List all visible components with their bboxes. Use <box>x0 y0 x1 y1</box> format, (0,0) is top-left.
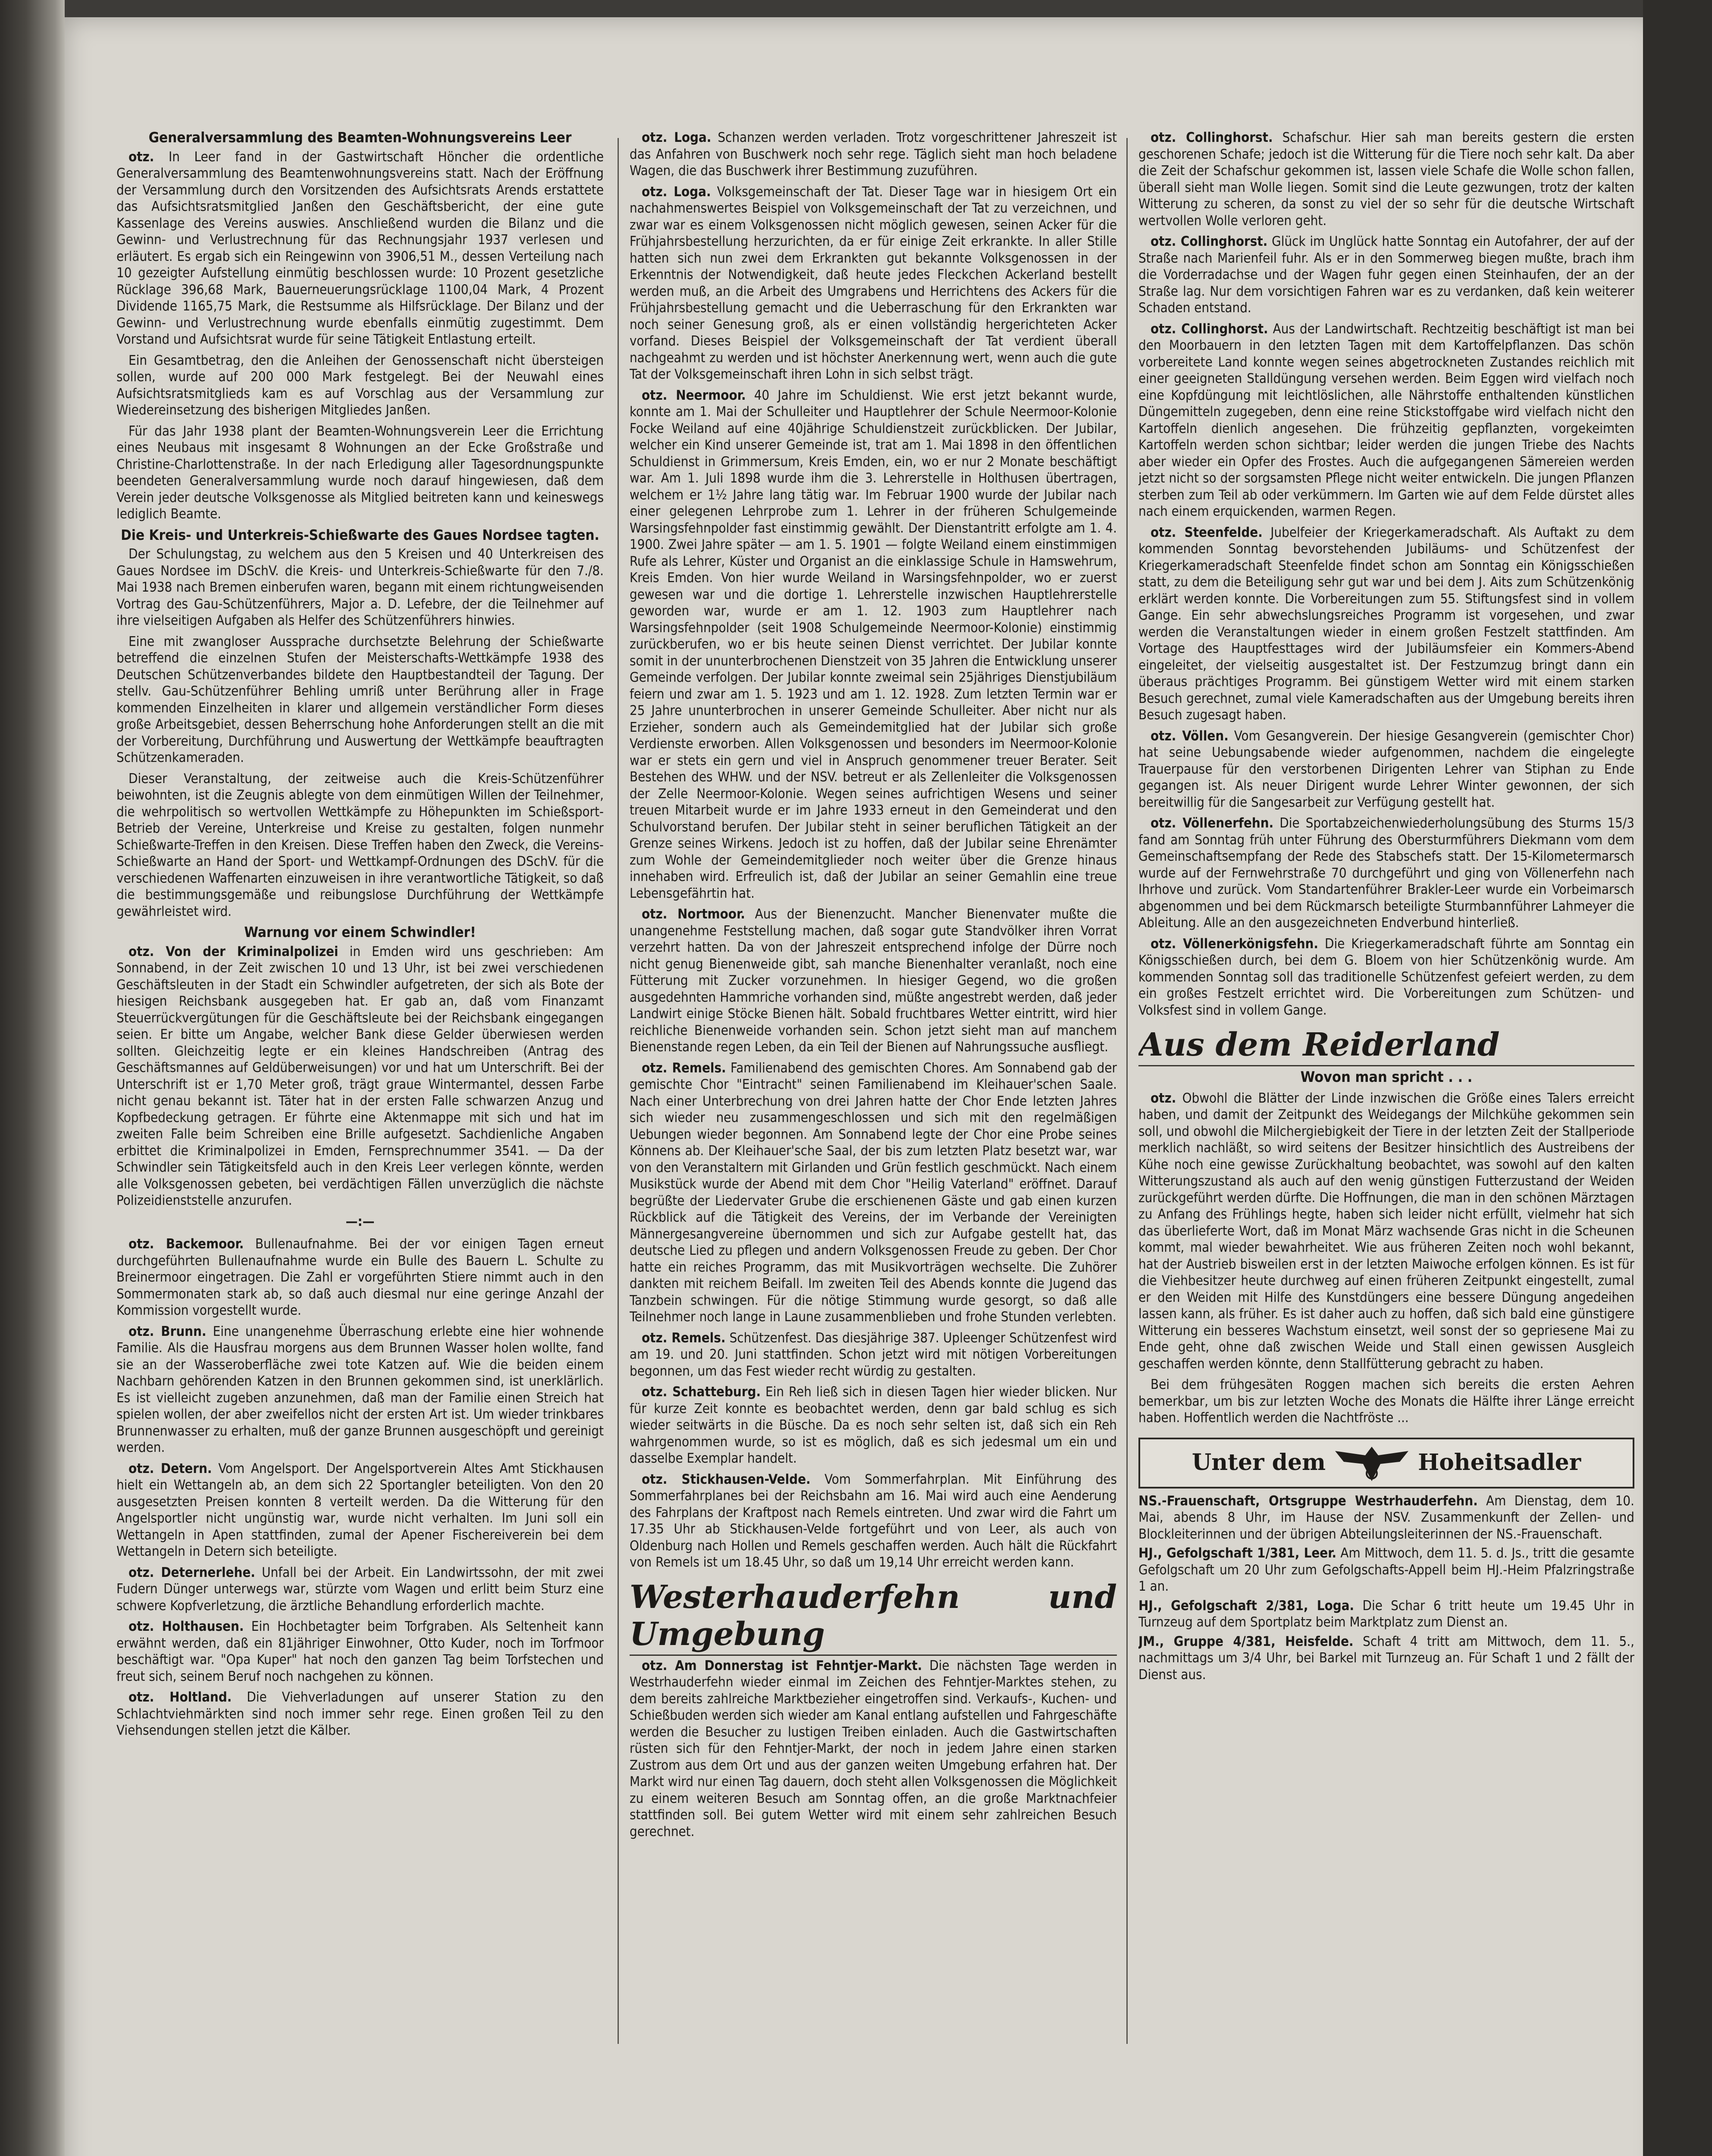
dateline: otz. Deternerlehe. <box>129 1564 255 1580</box>
paragraph-text: Glück im Unglück hatte Sonntag ein Autofahrer, der auf der Straße nach Marienfeil fuhr. Als er in den Sommerweg biegen mußte, brach ihm die Vorderradachse und der Wagen fuhr gegen einen Steinhaufen, der an der Straße lag. Nur dem vorsichtigen Fahren war es zu verdanken, daß kein weiterer Schaden entstand. <box>1138 234 1634 316</box>
paragraph-text: Dieser Veranstaltung, der zeitweise auch die Kreis-Schützenführer beiwohnten, ist die Zeugnis ablegte von dem einmütigen Willen der Teilnehmer, die wehrpolitisch so wertvollen Wettkämpfe zu Höhepunkten im Schießsport-Betrieb der Vereine, Unterkreise und Kreise zu gestalten, folgen nunmehr Schießwarte-Treffen in den Kreisen. Diese Treffen haben den Zweck, die Vereins-Schießwarte an Hand der Sport- und Wettkampf-Ordnungen des DSchV. für die verschiedenen Waffenarten einzuweisen in ihre verantwortliche Tätigkeit, so daß die bestimmungsgemäße und reibungslose Durchführung der Wettkämpfe gewährleistet wird. <box>116 771 604 919</box>
dateline: otz. Brunn. <box>129 1323 207 1339</box>
dateline: otz. Völlen. <box>1151 728 1229 744</box>
announcement <box>1138 1545 1634 1595</box>
article-paragraph <box>116 1564 604 1614</box>
dateline: otz. Holtland. <box>129 1689 232 1705</box>
paragraph-text: In Leer fand in der Gastwirtschaft Höncher die ordentliche Generalversammlung des Beamtenwohnungsvereins statt. Nach der Eröffnung der Versammlung durch den Vorsitzenden des Aufsichtsrats Arends erstattete das Aufsichtsratsmitglied Janßen den Geschäftsbericht, der eine gute Kassenlage des Vereins auswies. Anschließend wurden die Bilanz und die Gewinn- und Verlustrechnung für das Rechnungsjahr 1937 verlesen und erläutert. Es ergab sich ein Reingewinn von 3906,51 M., dessen Verteilung nach 10 gezeigter Aufstellung einmütig beschlossen wurde: 10 Prozent gesetzliche Rücklage 396,68 Mark, Bauerneuerungsrücklage 1100,04 Mark, 4 Prozent Dividende 1165,75 Mark, die Restsumme als Hilfsrücklage. Der Bilanz und der Gewinn- und Verlustrechnung wurde ebenfalls einmütig zugestimmt. Dem Vorstand und Aufsichtsrat wurde für seine Tätigkeit Entlastung erteilt. <box>116 149 604 347</box>
book-spine-edge <box>0 0 65 2156</box>
column-rule <box>618 138 619 2044</box>
section-banner: Aus dem Reiderland <box>1138 1026 1634 1066</box>
dateline: otz. Collinghorst. <box>1151 234 1268 249</box>
dateline: otz. <box>129 149 154 165</box>
article-paragraph <box>1138 233 1634 317</box>
column-rule <box>1126 138 1128 2044</box>
dateline: otz. Steenfelde. <box>1151 524 1263 540</box>
paragraph-text: Die Kriegerkameradschaft führte am Sonntag ein Königsschießen durch, bei dem G. Bloem von hier Schützenkönig wurde. Am kommenden Sonntag soll das traditionelle Schützenfest gefeiert werden, zu dem ein großes Festzelt errichtet wird. Die Vorbereitungen zum Schützen- und Volksfest sind in vollem Gange. <box>1138 936 1634 1018</box>
article-paragraph <box>630 1330 1117 1380</box>
announcement-heading: HJ., Gefolgschaft 1/381, Leer. <box>1138 1545 1337 1561</box>
article-paragraph <box>630 1471 1117 1571</box>
dateline: otz. Nortmoor. <box>642 906 745 922</box>
dateline: otz. Remels. <box>642 1060 726 1076</box>
article-paragraph <box>116 1236 604 1319</box>
article-paragraph <box>116 1460 604 1560</box>
eagle-emblem-icon <box>1335 1442 1408 1484</box>
dateline: otz. Collinghorst. <box>1151 321 1268 337</box>
paragraph-text: Aus der Bienenzucht. Mancher Bienenvater mußte die unangenehme Feststellung machen, daß sogar gute Standvölker ihren Vorrat verzehrt hatten. Da von der Jahreszeit entsprechend infolge der Dürre noch nicht genug Bienenweide gibt, sah manche Bienenhalter veranlaßt, noch eine Fütterung mit Zucker vorzunehmen. In hiesiger Gegend, wo die großen ausgedehnten Hammriche vorhanden sind, müßte angestrebt werden, daß jeder Landwirt einige Stöcke Bienen hält. Sobald fruchtbares Wetter eintritt, wird hier reichliche Bienenweide vorhanden sein. Schon jetzt sieht man auf manchem Bienenstande regen Leben, da ein Teil der Bienen auf Nahrungssuche ausfliegt. <box>630 906 1117 1055</box>
announcement-heading: NS.-Frauenschaft, Ortsgruppe Westrhauderfehn. <box>1138 1493 1478 1509</box>
article-paragraph <box>1138 129 1634 229</box>
announcement-heading: HJ., Gefolgschaft 2/381, Loga. <box>1138 1598 1355 1614</box>
dateline: otz. Völlenerfehn. <box>1151 815 1274 831</box>
paragraph-text: Eine unangenehme Überraschung erlebte eine hier wohnende Familie. Als die Hausfrau morgens aus dem Brunnen Wasser holen wollte, fand sie an der Wasseroberfläche zwei tote Katzen auf. Wie die beiden einem Nachbarn gehörenden Katzen in den Brunnen gekommen sind, ist unerklärlich. Es ist vielleicht zugeben anzunehmen, daß man der Familie einen Streich hat spielen wollen, der aber zweifellos nicht der ersten Art ist. Um wieder trinkbares Brunnenwasser zu erhalten, muß der ganze Brunnen ausgeschöpft und gereinigt werden. <box>116 1323 604 1455</box>
paragraph-text: Vom Gesangverein. Der hiesige Gesangverein (gemischter Chor) hat seine Uebungsabende wieder aufgenommen, nachdem die eingelegte Trauerpause für den verstorbenen Dirigenten Lehrer van Stiphan zu Ende gegangen ist. Als neuer Dirigent wurde Lehrer Winter gewonnen, der sich bereitwillig für die Sangesarbeit zur Verfügung gestellt hat. <box>1138 728 1634 810</box>
article-headline: Generalversammlung des Beamten-Wohnungsvereins Leer <box>148 129 572 146</box>
article-paragraph <box>116 423 604 523</box>
announcement-text: Am Mittwoch, dem 11. 5. d. Js., tritt die gesamte Gefolgschaft um 20 Uhr zum Gefolgschafts-Appell beim HJ.-Heim Pfalzringstraße 1 an. <box>1138 1545 1634 1594</box>
hoheitsadler-banner <box>1138 1438 1634 1489</box>
article-paragraph <box>1138 321 1634 520</box>
column-1 <box>116 129 604 2156</box>
dateline: otz. Stickhausen-Velde. <box>642 1471 811 1487</box>
dateline: otz. Völlenerkönigsfehn. <box>1151 936 1319 952</box>
paragraph-text: Die nächsten Tage werden in Westrhauderfehn wieder einmal im Zeichen des Fehntjer-Marktes stehen, zu dem bereits zahlreiche Marktbezieher eingetroffen sind. Verkaufs-, Kuchen- und Schießbuden werden sich wieder am Kanal entlang aufstellen und Fahrgeschäfte werden die Besucher zu lustigen Treiben einladen. Auch die Gastwirtschaften rüsten sich für den Fehntjer-Markt, der noch in jedem Jahre einen starken Zustrom aus dem Ort und aus der ganzen weiten Umgebung erfahren hat. Der Markt wird nur einen Tag dauern, doch steht allen Volksgenossen die Möglichkeit zu einem weiteren Besuch am Sonntag offen, an die große Marktnachfeier stattfinden soll. Bei gutem Wetter wird mit einem sehr zahlreichen Besuch gerechnet. <box>630 1658 1117 1839</box>
article-paragraph <box>116 352 604 419</box>
paragraph-text: Eine mit zwangloser Aussprache durchsetzte Belehrung der Schießwarte betreffend die einzelnen Stufen der Meisterschafts-Wettkämpfe 1938 des Deutschen Schützenverbandes bildete den Hauptbestandteil der Tagung. Der stellv. Gau-Schützenführer Behling umriß unter Berührung aller in Frage kommenden Einzelheiten in klarer und allgemein verständlicher Form dieses große Arbeitsgebiet, dessen Beherrschung hohe Anforderungen stellt an die mit der Vorbereitung, Durchführung und Auswertung der Wettkämpfe beauftragten Schützenkameraden. <box>116 633 604 765</box>
article-paragraph <box>116 149 604 348</box>
paragraph-text: Die Sportabzeichenwiederholungsübung des Sturms 15/3 fand am Sonntag früh unter Führung des Obersturmführers Diekmann vom dem Gemeinschaftsempfang der Rede des Stabschefs statt. Der 15-Kilometermarsch wurde auf der Fernwehrstraße 70 durchgeführt und ging von Völlenerfehn nach Ihrhove und zurück. Vom Standartenführer Brakler-Leer wurde ein Vorbeimarsch abgenommen und bei dem Rückmarsch beteiligte Sturmbannführer Lahmeyer die Ableitung. Alle an den ausgezeichneten Endverbund hinterließ. <box>1138 815 1634 931</box>
dateline: otz. Collinghorst. <box>1151 130 1273 145</box>
article-paragraph <box>1138 936 1634 1019</box>
article-paragraph <box>116 1689 604 1739</box>
column-3 <box>1138 129 1634 2139</box>
column-2 <box>630 129 1117 2152</box>
paragraph-text: Die Viehverladungen auf unserer Station zu den Schlachtviehmärkten sind noch immer sehr rege. Einen großen Teil zu den Viehsendungen stellen jetzt die Kälber. <box>116 1689 604 1738</box>
paragraph-text: Volksgemeinschaft der Tat. Dieser Tage war in hiesigem Ort ein nachahmenswertes Beispiel von Volksgemeinschaft der Tat zu verzeichnen, und zwar war es einem Volksgenossen nicht möglich gewesen, seinen Acker für die Frühjahrsbestellung herzurichten, da er für einige Zeit erkrankte. In aller Stille hatten sich nun zwei dem Erkrankten gut bekannte Volksgenossen in der Erkenntnis der Notwendigkeit, daß heute jedes Fleckchen Ackerland bestellt werden muß, an die Arbeit des Umgrabens und Herrichtens des Ackers für die Frühjahrsbestellung gemacht und die Ueberraschung für den Erkrankten war noch seiner Genesung groß, als er einen vollständig hergerichteten Acker vorfand. Dieses Beispiel der Volksgemeinschaft der Tat verdient überall nachgeahmt zu werden und ist höchster Anerkennung wert, wenn auch die gute Tat der Volksgemeinschaft ihren Lohn in sich selbst trägt. <box>630 184 1117 382</box>
paragraph-text: in Emden wird uns geschrieben: Am Sonnabend, in der Zeit zwischen 10 und 13 Uhr, ist bei zwei verschiedenen Geschäftsleuten in der Stadt ein Schwindler aufgetreten, der sich als Bote der hiesigen Reichsbank ausgegeben hat. Er gab an, daß vom Finanzamt Steuerrückvergütungen für die Geschäftsleute bei der Reichsbank eingegangen seien. Er bitte um Angabe, welcher Bank diese Gelder überwiesen werden sollten. Gleichzeitig legte er ein kleines Handschreiben (Antrag des Geschäftsmannes auf Geldüberweisungen) vor und hat um Unterschrift. Bei der Unterschrift ist er 1,70 Meter groß, trägt graue Wintermantel, dessen Farbe nicht genau bekannt ist. Täter hat in der ersten Falle schwarzen Anzug und Kopfbedeckung getragen. Er führte eine Aktenmappe mit sich und hat im zweiten Falle beim Schreiben eine Brille aufgesetzt. Sachdienliche Angaben erbittet die Kriminalpolizei in Emden, Fernsprechnummer 3541. — Da der Schwindler sein Tätigkeitsfeld auch in den Kreis Leer verlegen könnte, werden alle Volksgenossen gebeten, bei verdächtigen Fällen unverzüglich die nächste Polizeidienststelle anzurufen. <box>116 943 604 1208</box>
article-paragraph <box>116 1323 604 1456</box>
article-paragraph <box>1138 1090 1634 1373</box>
paragraph-text: Bei dem frühgesäten Roggen machen sich bereits die ersten Aehren bemerkbar, um bis zur letzten Woche des Monats die Hälfte ihrer Länge erreicht haben. Hoffentlich werden die Nachtfröste ... <box>1138 1377 1634 1426</box>
announcement-text: Am Dienstag, dem 10. Mai, abends 8 Uhr, im Hause der NSV. Zusammenkunft der Zellen- und Blockleiterinnen und der übrigen Abteilungsleiterinnen der NS.-Frauenschaft. <box>1138 1493 1634 1542</box>
article-paragraph <box>116 1618 604 1685</box>
paragraph-text: Schanzen werden verladen. Trotz vorgeschrittener Jahreszeit ist das Anfahren von Buschwerk noch sehr rege. Täglich sieht man hoch beladene Wagen, die das Buschwerk ihrer Bestimmung zuzuführen. <box>630 130 1117 179</box>
dateline: otz. Detern. <box>129 1460 212 1476</box>
paragraph-text: Obwohl die Blätter der Linde inzwischen die Größe eines Talers erreicht haben, und damit der Zeitpunkt des Weidegangs der Milchkühe gekommen sein soll, und obwohl die Milchergiebigkeit der Tiere in der letzten Zeit der Stallperiode merklich nachläßt, so wird seitens der Besitzer hinsichtlich des Austreibens der Kühe noch eine gewisse Zurückhaltung beobachtet, was sowohl auf den kalten Witterungszustand als auch auf den wenig günstigen Futterzustand der Weiden zurückgeführt werden dürfte. Die Hoffnungen, die man in den schönen Märztagen zu Anfang des Frühlings hegte, haben sich leider nicht erfüllt, vielmehr hat sich das überlieferte Wort, daß im Monat März wachsende Gras nicht in die Scheunen kommt, mal wieder bewahrheitet. Wie aus früheren Zeiten noch wohl bekannt, hat der Austrieb bisweilen erst in der letzten Maiwoche erfolgen können. Es ist für die Viehbesitzer heute durchweg auf einen früheren Zeitpunkt eingestellt, zumal er den Weiden mit Hilfe des Kunstdüngers eine bessere Düngung angedeihen lassen kann, als früher. Es ist daher auch zu hoffen, daß sich bald eine günstigere Witterung ein besseres Wachstum einsetzt, weil sonst der so gepriesene Mai zu Ende geht, ohne daß zwischen Weide und Stall einen gewissen Ausgleich geschaffen werden könnte, denn Stallfütterung gebracht zu haben. <box>1138 1090 1634 1372</box>
paragraph-text: Jubelfeier der Kriegerkameradschaft. Als Auftakt zu dem kommenden Sonntag bevorstehenden Jubiläums- und Schützenfest der Kriegerkameradschaft Steenfelde findet schon am Sonntag ein Königsschießen statt, zu dem die Beteiligung sehr gut war und bei dem J. Aits zum Schützenkönig erklärt werden konnte. Die Vorbereitungen zum 55. Stiftungsfest sind in vollem Gange. Ein sehr abwechslungsreiches Programm ist vorgesehen, und zwar werden die Veranstaltungen wieder in einem großen Festzelt stattfinden. Am Vortage des Hauptfesttages wird der Jubiläumsfeier ein Kommers-Abend eingeleitet, der vielseitig ausgestaltet ist. Der Festzumzug bringt dann ein überaus prächtiges Programm. Bei günstigem Wetter wird mit einem starken Besuch gerechnet, zumal viele Kameradschaften aus der Umgebung bereits ihren Besuch zugesagt haben. <box>1138 524 1634 723</box>
announcement <box>1138 1493 1634 1543</box>
paragraph-text: Bullenaufnahme. Bei der vor einigen Tagen erneut durchgeführten Bullenaufnahme wurde ein Bulle des Bauern L. Schulte zu Breinermoor eingetragen. Die Zahl er vorgeführten Stiere nimmt auch in den Sommermonaten stark ab, so daß auch diesmal nur eine geringe Anzahl der Kommission vorgestellt wurde. <box>116 1236 604 1318</box>
banner-right-text: Hoheitsadler <box>1418 1449 1581 1476</box>
article-paragraph <box>1138 815 1634 931</box>
article-paragraph <box>116 943 604 1209</box>
article-paragraph <box>1138 728 1634 811</box>
dateline: otz. Von der Kriminalpolizei <box>129 943 339 959</box>
scan-background-right <box>1643 0 1712 2156</box>
dateline: otz. Holthausen. <box>129 1619 244 1634</box>
paragraph-text: Familienabend des gemischten Chores. Am Sonnabend gab der gemischte Chor "Eintracht" seinen Familienabend im Kleihauer'schen Saale. Nach einer Unterbrechung von drei Jahren hatte der Chor Ende letzten Jahres sich wieder neu zusammengeschlossen und sich mit den regelmäßigen Uebungen wieder begonnen. Am Sonnabend legte der Chor eine Probe seines Könnens ab. Der Kleihauer'sche Saal, der bis zum letzten Platz besetzt war, war von den Veranstaltern mit Girlanden und Grün festlich geschmückt. Nach einem Musikstück wurde der Abend mit dem Chor "Heilig Vaterland" eröffnet. Darauf begrüßte der Liedervater Grube die erschienenen Gäste und gab einen kurzen Rückblick auf die Tätigkeit des Vereins, der im Verbande der Vereinigten Männergesangvereine übernommen und sich zur Aufgabe gestellt hat, das deutsche Lied zu pflegen und andern Volksgenossen Freude zu geben. Der Chor hatte ein reiches Programm, das mit Musikvorträgen wechselte. Die Zuhörer dankten mit reichem Beifall. Im zweiten Teil des Abends konnte die Jugend das Tanzbein schwingen. Für die nötige Stimmung wurde gesorgt, so daß alle Teilnehmer noch lange in Laune zusammenblieben und frohe Stunden verlebten. <box>630 1060 1117 1325</box>
section-subheading: Wovon man spricht . . . <box>1300 1069 1473 1086</box>
article-paragraph <box>630 1060 1117 1326</box>
article-paragraph <box>630 1658 1117 1840</box>
article-paragraph <box>630 184 1117 383</box>
paragraph-text: 40 Jahre im Schuldienst. Wie erst jetzt bekannt wurde, konnte am 1. Mai der Schulleiter und Hauptlehrer der Schule Neermoor-Kolonie Focke Weiland auf eine 40jährige Schuldienstzeit zurückblicken. Der Jubilar, welcher ein Kind unserer Gemeinde ist, trat am 1. Mai 1898 in den öffentlichen Schuldienst in Grimmersum, Kreis Emden, ein, wo er nur 2 Monate beschäftigt war. Am 1. Juli 1898 wurde ihm die 3. Lehrerstelle in Holthusen übertragen, welchem er 1½ Jahre lang tätig war. Im Februar 1900 wurde der Jubilar nach einer gelegenen Lehrprobe zum 1. Lehrer in der früheren Schulgemeinde Warsingsfehnpolder fast einstimmig gewählt. Der Dienstantritt erfolgte am 1. 4. 1900. Zwei Jahre später — am 1. 5. 1901 — folgte Weiland einem einstimmigen Rufe als Lehrer, Küster und Organist an die einklassige Schule in Hamswehrum, Kreis Emden. Von hier wurde Weiland in Warsingsfehnpolder, wo er zuerst gewesen war und die dortige 1. Lehrerstelle inzwischen Hauptlehrerstelle geworden war, wurde er am 1. 12. 1903 zum Hauptlehrer nach Warsingsfehnpolder (seit 1908 Schulgemeinde Neermoor-Kolonie) einstimmig zurückberufen, wo er bis heute seinen Dienst verrichtet. Der Jubilar konnte somit in der ununterbrochenen Dienstzeit von 35 Jahren die Entwicklung unserer Gemeinde verfolgen. Der Jubilar konnte zweimal sein 25jähriges Dienstjubiläum feiern und zwar am 1. 5. 1923 und am 1. 12. 1928. Zum letzten Termin war er 25 Jahre ununterbrochen in unserer Gemeinde Schulleiter. Aber nicht nur als Erzieher, sondern auch als Gemeindemitglied hat der Jubilar sich große Verdienste erworben. Allen Volksgenossen und besonders im Neermoor-Kolonie war er stets ein gern und viel in Anspruch genommener treuer Berater. Seit Bestehen des WHW. und der NSV. betreut er als Zellenleiter die Volksgenossen der Zelle Neermoor-Kolonie. Wegen seines aufrichtigen Wesens und seiner treuen Mitarbeit wurde er im Jahre 1933 erneut in den Gemeinderat und den Schulvorstand berufen. Der Jubilar steht in seiner beruflichen Tätigkeit an der Grenze seines Wirkens. Jedoch ist zu hoffen, daß der Jubilar seine Ehrenämter zum Wohle der Gemeindemitglieder noch weiter über die Grenze hinaus innehaben wird. Erfreulich ist, daß der Jubilar an seiner Gemahlin eine treue Lebensgefährtin hat. <box>630 387 1117 901</box>
announcement <box>1138 1633 1634 1683</box>
dateline: otz. Backemoor. <box>129 1236 244 1252</box>
announcement <box>1138 1598 1634 1631</box>
article-paragraph <box>116 633 604 766</box>
paragraph-text: Schützenfest. Das diesjährige 387. Upleenger Schützenfest wird am 19. und 20. Juni stattfinden. Schon jetzt wird mit nötigen Vorbereitungen begonnen, um das Fest wieder recht würdig zu gestalten. <box>630 1330 1117 1379</box>
article-paragraph <box>116 771 604 920</box>
paragraph-text: Schafschur. Hier sah man bereits gestern die ersten geschorenen Schafe; jedoch ist die Witterung für die Tiere noch sehr kalt. Da aber die Zeit der Schafschur gekommen ist, lassen viele Schafe die Wolle schon fallen, überall sieht man Wolle liegen. Somit sind die Leute gezwungen, trotz der kalten Witterung zu scheren, da sonst zu viel der so sehr für die deutsche Wirtschaft wertvollen Wolle verloren geht. <box>1138 130 1634 229</box>
dateline: otz. Schatteburg. <box>642 1384 761 1400</box>
announcement-text: Die Schar 6 tritt heute um 19.45 Uhr in Turnzeug auf dem Sportplatz beim Marktplatz zum Dienst an. <box>1138 1598 1634 1630</box>
article-paragraph <box>630 1384 1117 1467</box>
paragraph-text: Unfall bei der Arbeit. Ein Landwirtssohn, der mit zwei Fudern Dünger unterwegs war, stürzte vom Wagen und erlitt beim Sturz eine schwere Kopfverletzung, die ärztliche Behandlung erforderlich machte. <box>116 1564 604 1614</box>
article-headline: Die Kreis- und Unterkreis-Schießwarte des Gaues Nordsee tagten. <box>121 526 599 543</box>
dateline: otz. Remels. <box>642 1330 726 1346</box>
paragraph-text: Vom Angelsport. Der Angelsportverein Altes Amt Stickhausen hielt ein Wettangeln ab, an dem sich 22 Sportangler beteiligten. Von den 20 ausgesetzten Preisen konnten 8 verteilt werden. Da die Witterung für den Angelsportler nicht ungünstig war, wurde nicht verhalten. Im Juni soll ein Wettangeln in Apen stattfinden, zumal der Apener Fischereiverein bei dem Wettangeln in Detern sich beteiligte. <box>116 1460 604 1559</box>
article-paragraph <box>116 546 604 629</box>
paragraph-text: Aus der Landwirtschaft. Rechtzeitig beschäftigt ist man bei den Moorbauern in den letzten Tagen mit dem Kartoffelpflanzen. Das schön vorbereitete Land konnte wegen seines abgetrockneten Zustandes reichlich mit einer geeigneten Stalldüngung versehen werden. Beim Eggen wird vielfach noch eine Kopfdüngung mit leichtlöslichen, alle Nährstoffe enthaltenden künstlichen Düngemitteln zugegeben, denn eine reine Stickstoffgabe wird vielfach nicht den Kartoffeln dienlich angesehen. Die frühzeitig gepflanzten, vorgekeimten Kartoffeln werden schon sichtbar; leider werden die jungen Triebe des Nachts aber wieder ein Opfer des Frostes. Auch die aufgegangenen Sämereien werden jetzt nicht so der sorgsamsten Pflege nicht weiter entwickeln. Die jungen Pflanzen sterben zum Teil ab oder verkümmern. Im Garten wie auf dem Felde dürstet alles nach einem erquickenden, warmen Regen. <box>1138 321 1634 519</box>
article-headline: Warnung vor einem Schwindler! <box>244 924 476 940</box>
paragraph-text: Ein Hochbetagter beim Torfgraben. Als Seltenheit kann erwähnt werden, daß ein 81jähriger Einwohner, Otto Kuder, noch im Torfmoor beschäftigt war. "Opa Kuper" hat noch den ganzen Tag beim Torfstechen und freut sich, seinem Beruf noch nachgehen zu können. <box>116 1619 604 1684</box>
dateline: otz. Loga. <box>642 184 711 200</box>
dateline: otz. Loga. <box>642 130 712 145</box>
paragraph-text: Ein Reh ließ sich in diesen Tagen hier wieder blicken. Nur für kurze Zeit konnte es beobachtet werden, denn gar bald schlug es sich wieder seitwärts in die Büsche. Da es noch sehr selten ist, daß sich ein Reh wahrgenommen wurde, so ist es möglich, daß es sich jedesmal um ein und dasselbe Exemplar handelt. <box>630 1384 1117 1466</box>
article-paragraph <box>630 129 1117 179</box>
paragraph-text: Ein Gesamtbetrag, den die Anleihen der Genossenschaft nicht übersteigen sollen, wurde auf 200 000 Mark festgelegt. Bei der Neuwahl eines Aufsichtsratsmitglieds kam es auf Vorschlag aus der Versammlung zur Wiedereinsetzung des bisherigen Mitgliedes Janßen. <box>116 352 604 418</box>
announcement-text: Schaft 4 tritt am Mittwoch, dem 11. 5., nachmittags um 3/4 Uhr, bei Barkel mit Turnzeug an. Für Schaft 1 und 2 fällt der Dienst aus. <box>1138 1633 1634 1683</box>
dateline: otz. Neermoor. <box>642 387 746 403</box>
announcement-heading: JM., Gruppe 4/381, Heisfelde. <box>1138 1633 1354 1649</box>
dateline: otz. Am Donnerstag ist Fehntjer-Markt. <box>642 1658 922 1673</box>
banner-left-text: Unter dem <box>1192 1449 1326 1476</box>
dateline: otz. <box>1151 1090 1176 1106</box>
paragraph-text: Für das Jahr 1938 plant der Beamten-Wohnungsverein Leer die Errichtung eines Neubaus mit insgesamt 8 Wohnungen an der Ecke Großstraße und Christine-Charlottenstraße. In der nach Erledigung aller Tagesordnungspunkte beendeten Generalversammlung wurde noch darauf hingewiesen, daß dem Verein jeder deutsche Volksgenosse als Mitglied beitreten kann und keineswegs lediglich Beamte. <box>116 423 604 522</box>
paragraph-text: Vom Sommerfahrplan. Mit Einführung des Sommerfahrplanes bei der Reichsbahn am 16. Mai wird auch eine Aenderung des Fahrplans der Kraftpost nach Remels eintreten. Und zwar wird die Fahrt um 17.35 Uhr ab Stickhausen-Velde fortgeführt und von Leer, als auch von Oldenburg nach Hollen und Remels geschaffen werden. Auch hält die Rückfahrt von Remels ist um 18.45 Uhr, so daß um 19,14 Uhr erreicht werden kann. <box>630 1471 1117 1570</box>
article-paragraph <box>1138 524 1634 724</box>
article-paragraph <box>1138 1376 1634 1426</box>
paragraph-text: Der Schulungstag, zu welchem aus den 5 Kreisen und 40 Unterkreisen des Gaues Nordsee im DSchV. die Kreis- und Unterkreis-Schießwarte für den 7./8. Mai 1938 nach Bremen einberufen waren, begann mit einem richtungweisenden Vortrag des Gau-Schützenführers, Major a. D. Lefebre, der die Teilnehmer auf ihre vielseitigen Aufgaben als Helfer des Schützenführers hinwies. <box>116 546 604 628</box>
section-banner: Westerhauderfehn und Umgebung <box>630 1579 1117 1656</box>
article-paragraph <box>630 906 1117 1056</box>
article-separator: —:— <box>345 1213 375 1229</box>
article-paragraph <box>630 387 1117 902</box>
